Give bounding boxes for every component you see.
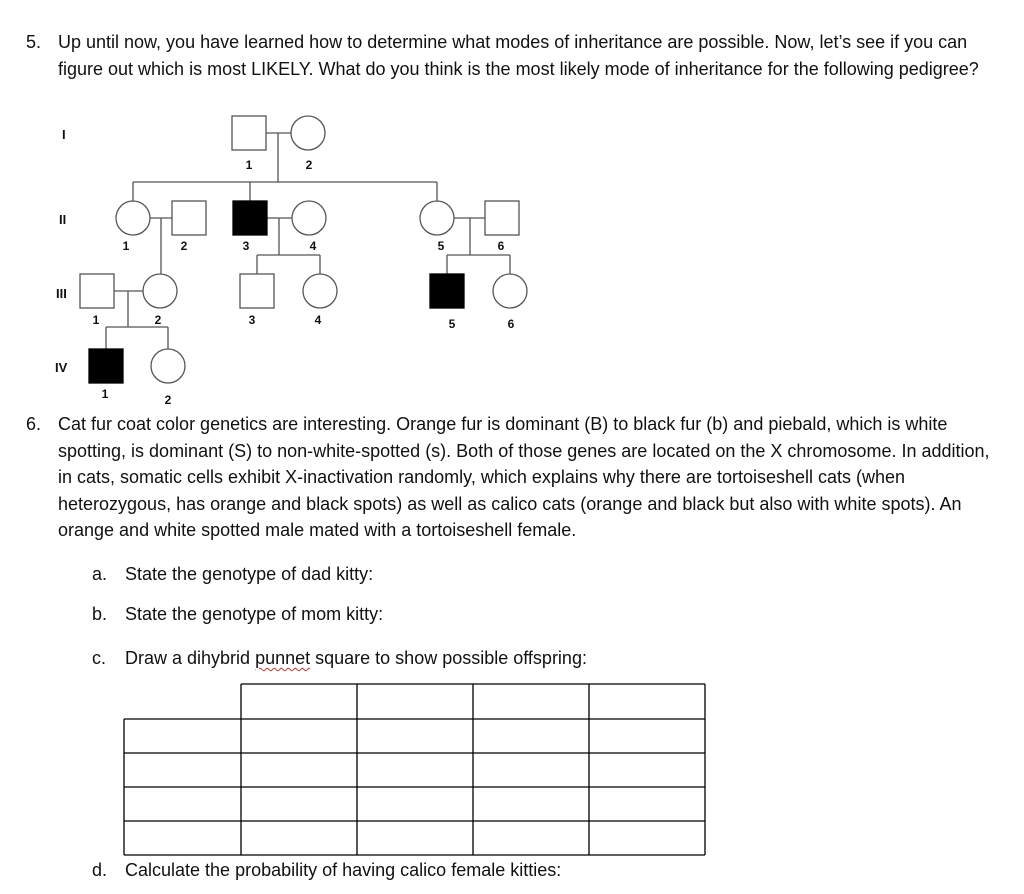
gen1-number-1: 1 [245, 158, 253, 172]
gen4-number-2: 2 [164, 393, 172, 407]
gen1-number-2: 2 [305, 158, 313, 172]
gen3-number-1: 1 [92, 313, 100, 327]
question-5-number: 5. [26, 32, 42, 52]
subquestion-b-letter: b. [92, 604, 108, 624]
question-5-text: Up until now, you have learned how to determine what modes of inheritance are possible. Now, let’s see if you can figure out which is most LIKELY. What do you think is the most likely mode of inheritance for the following pedigree? [58, 32, 979, 79]
gen3-number-2: 2 [154, 313, 162, 327]
subquestion-c-text-before: Draw a dihybrid [125, 648, 256, 668]
spellcheck-marked-word[interactable]: punnet [255, 648, 311, 668]
gen3-number-3: 3 [248, 313, 256, 327]
question-6-text: Cat fur coat color genetics are interesting. Orange fur is dominant (B) to black fur (b) and piebald, which is white spotting, is dominant (S) to non-white-spotted (s). Both of those genes are located on the X chromosome. In addition, in cats, somatic cells exhibit X-inactivation randomly, which explains why there are tortoiseshell cats (when heterozygous, has orange and black spots) as well as calico cats (orange and black but also with white spots). An orange and white spotted male mated with a tortoiseshell female. [58, 414, 990, 540]
gen3-number-5: 5 [448, 317, 456, 331]
subquestion-a-letter: a. [92, 564, 108, 584]
subquestion-d-letter: d. [92, 860, 108, 880]
gen2-number-3: 3 [242, 239, 250, 253]
generation-label-iii: III [56, 286, 67, 301]
gen2-number-5: 5 [437, 239, 445, 253]
subquestion-d-text: Calculate the probability of having calico female kitties: [125, 860, 562, 880]
gen3-number-4: 4 [314, 313, 322, 327]
gen2-number-2: 2 [180, 239, 188, 253]
subquestion-c-text-after: square to show possible offspring: [310, 648, 587, 668]
subquestion-b-text: State the genotype of mom kitty: [125, 604, 384, 624]
question-6-number: 6. [26, 414, 42, 434]
gen2-number-6: 6 [497, 239, 505, 253]
gen4-number-1: 1 [101, 387, 109, 401]
subquestion-c-letter: c. [92, 648, 107, 668]
subquestion-a-text: State the genotype of dad kitty: [125, 564, 374, 584]
gen3-number-6: 6 [507, 317, 515, 331]
generation-label-i: I [62, 127, 66, 142]
gen2-number-1: 1 [122, 239, 130, 253]
generation-label-iv: IV [55, 360, 68, 375]
gen2-number-4: 4 [309, 239, 317, 253]
generation-label-ii: II [59, 212, 67, 227]
